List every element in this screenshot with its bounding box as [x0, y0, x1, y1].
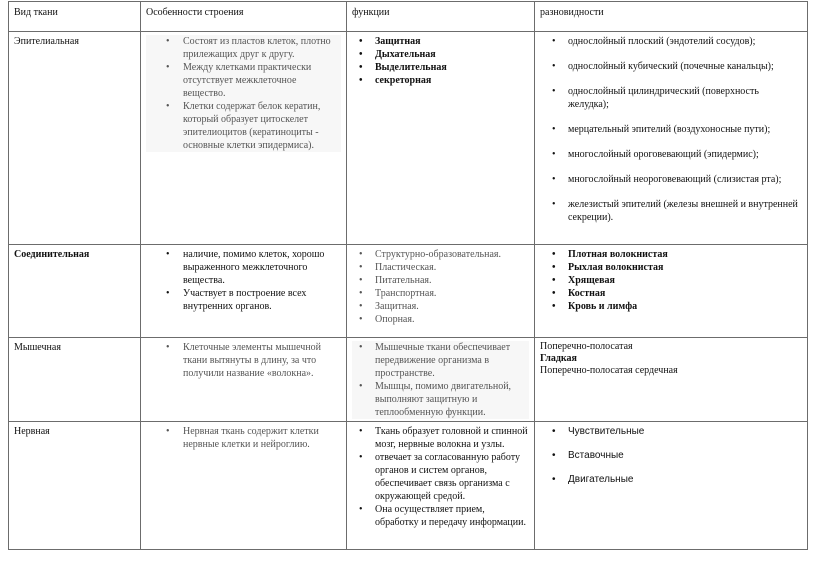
list-item: • Нервная ткань содержит клетки нервные клетки и нейроглию. [146, 425, 341, 451]
list-item: • секреторная [352, 74, 529, 87]
list-item: • Она осуществляет прием, обработку и передачу информации. [352, 503, 529, 529]
structure-cell [141, 245, 347, 338]
header-cell: Особенности строения [141, 2, 347, 32]
functions-cell [347, 32, 535, 245]
table-row [9, 245, 808, 338]
list-item: • Клетки содержат белок кератин, который образует цитоскелет эпителиоцитов (кератиноциты - основные клетки эпидермиса). [146, 100, 341, 152]
list-item: • Участвует в построение всех внутренних органов. [146, 287, 341, 313]
list-item: • железистый эпителий (железы внешней и внутренней секреции). [540, 198, 802, 224]
list-item: • Ткань образует головной и спинной мозг, нервные волокна и узлы. [352, 425, 529, 451]
list-item: • Структурно-образовательная. [352, 248, 529, 261]
list-item: • Защитная [352, 35, 529, 48]
list-item: • Защитная. [352, 300, 529, 313]
list-item: Поперечно-полосатая [540, 341, 633, 352]
varieties-cell [535, 32, 808, 245]
tissue-name: Нервная [9, 422, 141, 550]
list-item: • мерцательный эпителий (воздухоносные пути); [540, 123, 802, 136]
list-item: • отвечает за согласованную работу органов и систем органов, обеспечивает связь организма с окружающей средой. [352, 451, 529, 503]
list-item: • Вставочные [540, 449, 802, 462]
list-item: • Мышцы, помимо двигательной, выполняют защитную и теплообменную функции. [352, 380, 529, 419]
tissue-name: Соединительная [9, 245, 141, 338]
list-item: • однослойный цилиндрический (поверхность желудка); [540, 85, 802, 111]
list-item: • Плотная волокнистая [540, 248, 802, 261]
structure-cell [141, 422, 347, 550]
list-item: • наличие, помимо клеток, хорошо выраженного межклеточного вещества. [146, 248, 341, 287]
table-row [9, 338, 808, 422]
list-item: • Транспортная. [352, 287, 529, 300]
list-item: • однослойный кубический (почечные канальцы); [540, 60, 802, 73]
list-item: • Хрящевая [540, 274, 802, 287]
list-item: • Кровь и лимфа [540, 300, 802, 313]
list-item: • Рыхлая волокнистая [540, 261, 802, 274]
list-item: • Дыхательная [352, 48, 529, 61]
table-row [9, 32, 808, 245]
list-item: • Двигательные [540, 473, 802, 486]
functions-cell [347, 245, 535, 338]
tissue-name: Мышечная [9, 338, 141, 422]
varieties-cell [535, 338, 808, 422]
functions-cell [347, 338, 535, 422]
list-item: • Пластическая. [352, 261, 529, 274]
list-item: • Выделительная [352, 61, 529, 74]
table-row [9, 422, 808, 550]
list-item: • многослойный неороговевающий (слизистая рта); [540, 173, 802, 186]
functions-cell [347, 422, 535, 550]
header-row [9, 2, 808, 32]
list-item: • Костная [540, 287, 802, 300]
list-item: Поперечно-полосатая сердечная [540, 365, 678, 376]
header-cell: Вид ткани [9, 2, 141, 32]
list-item: • Опорная. [352, 313, 529, 326]
list-item: • Между клетками практически отсутствует межклеточное вещество. [146, 61, 341, 100]
header-cell: функции [347, 2, 535, 32]
list-item: • Чувствительные [540, 425, 802, 438]
list-item: • Состоят из пластов клеток, плотно прилежащих друг к другу. [146, 35, 341, 61]
tissue-table [8, 1, 808, 550]
list-item: Гладкая [540, 353, 577, 364]
list-item: • Клеточные элементы мышечной ткани вытянуты в длину, за что получили название «волокна». [146, 341, 341, 380]
list-item: • Питательная. [352, 274, 529, 287]
header-cell: разновидности [535, 2, 808, 32]
tissue-name: Эпителиальная [9, 32, 141, 245]
varieties-cell [535, 422, 808, 550]
varieties-cell [535, 245, 808, 338]
structure-cell [141, 32, 347, 245]
list-item: • однослойный плоский (эндотелий сосудов); [540, 35, 802, 48]
list-item: • Мышечные ткани обеспечивает передвижение организма в пространстве. [352, 341, 529, 380]
structure-cell [141, 338, 347, 422]
list-item: • многослойный ороговевающий (эпидермис); [540, 148, 802, 161]
